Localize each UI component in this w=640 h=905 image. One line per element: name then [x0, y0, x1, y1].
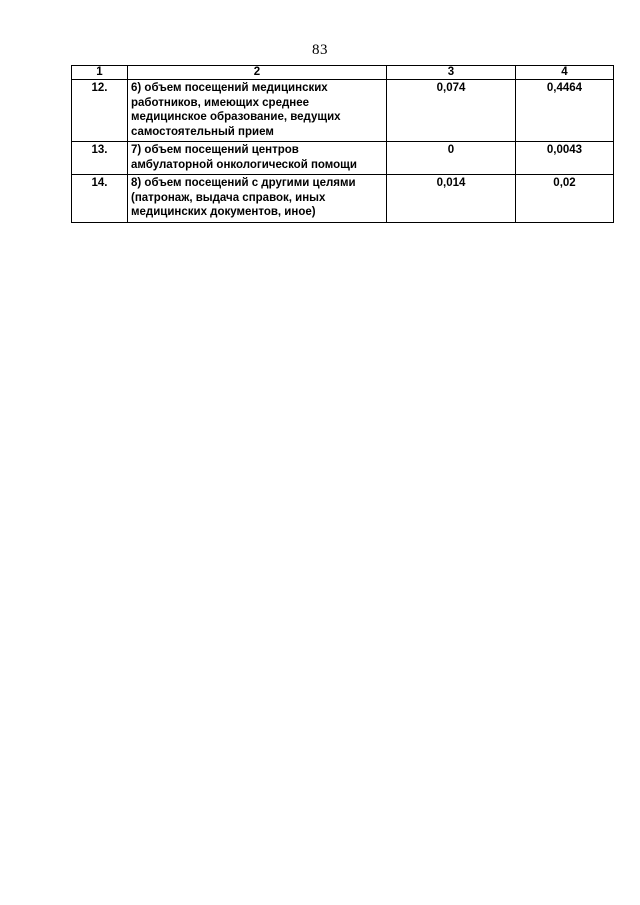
table-row — [72, 142, 614, 175]
row-number: 12. — [72, 80, 128, 142]
row-value-col3: 0 — [387, 142, 516, 175]
table-header-row — [72, 66, 614, 80]
row-description: 6) объем посещений медицинских работников, имеющих среднее медицинское образование, ведущих самостоятельный прием — [128, 80, 387, 142]
column-header-2: 2 — [128, 66, 387, 80]
row-value-col3: 0,014 — [387, 175, 516, 223]
row-number: 14. — [72, 175, 128, 223]
row-value-col4: 0,02 — [516, 175, 614, 223]
data-table — [71, 65, 614, 223]
row-value-col3: 0,074 — [387, 80, 516, 142]
column-header-3: 3 — [387, 66, 516, 80]
row-description: 8) объем посещений с другими целями (патронаж, выдача справок, иных медицинских документов, иное) — [128, 175, 387, 223]
row-value-col4: 0,0043 — [516, 142, 614, 175]
column-header-4: 4 — [516, 66, 614, 80]
page-number: 83 — [312, 42, 328, 58]
table-row — [72, 80, 614, 142]
row-number: 13. — [72, 142, 128, 175]
column-header-1: 1 — [72, 66, 128, 80]
row-value-col4: 0,4464 — [516, 80, 614, 142]
table-row — [72, 175, 614, 223]
row-description: 7) объем посещений центров амбулаторной онкологической помощи — [128, 142, 387, 175]
